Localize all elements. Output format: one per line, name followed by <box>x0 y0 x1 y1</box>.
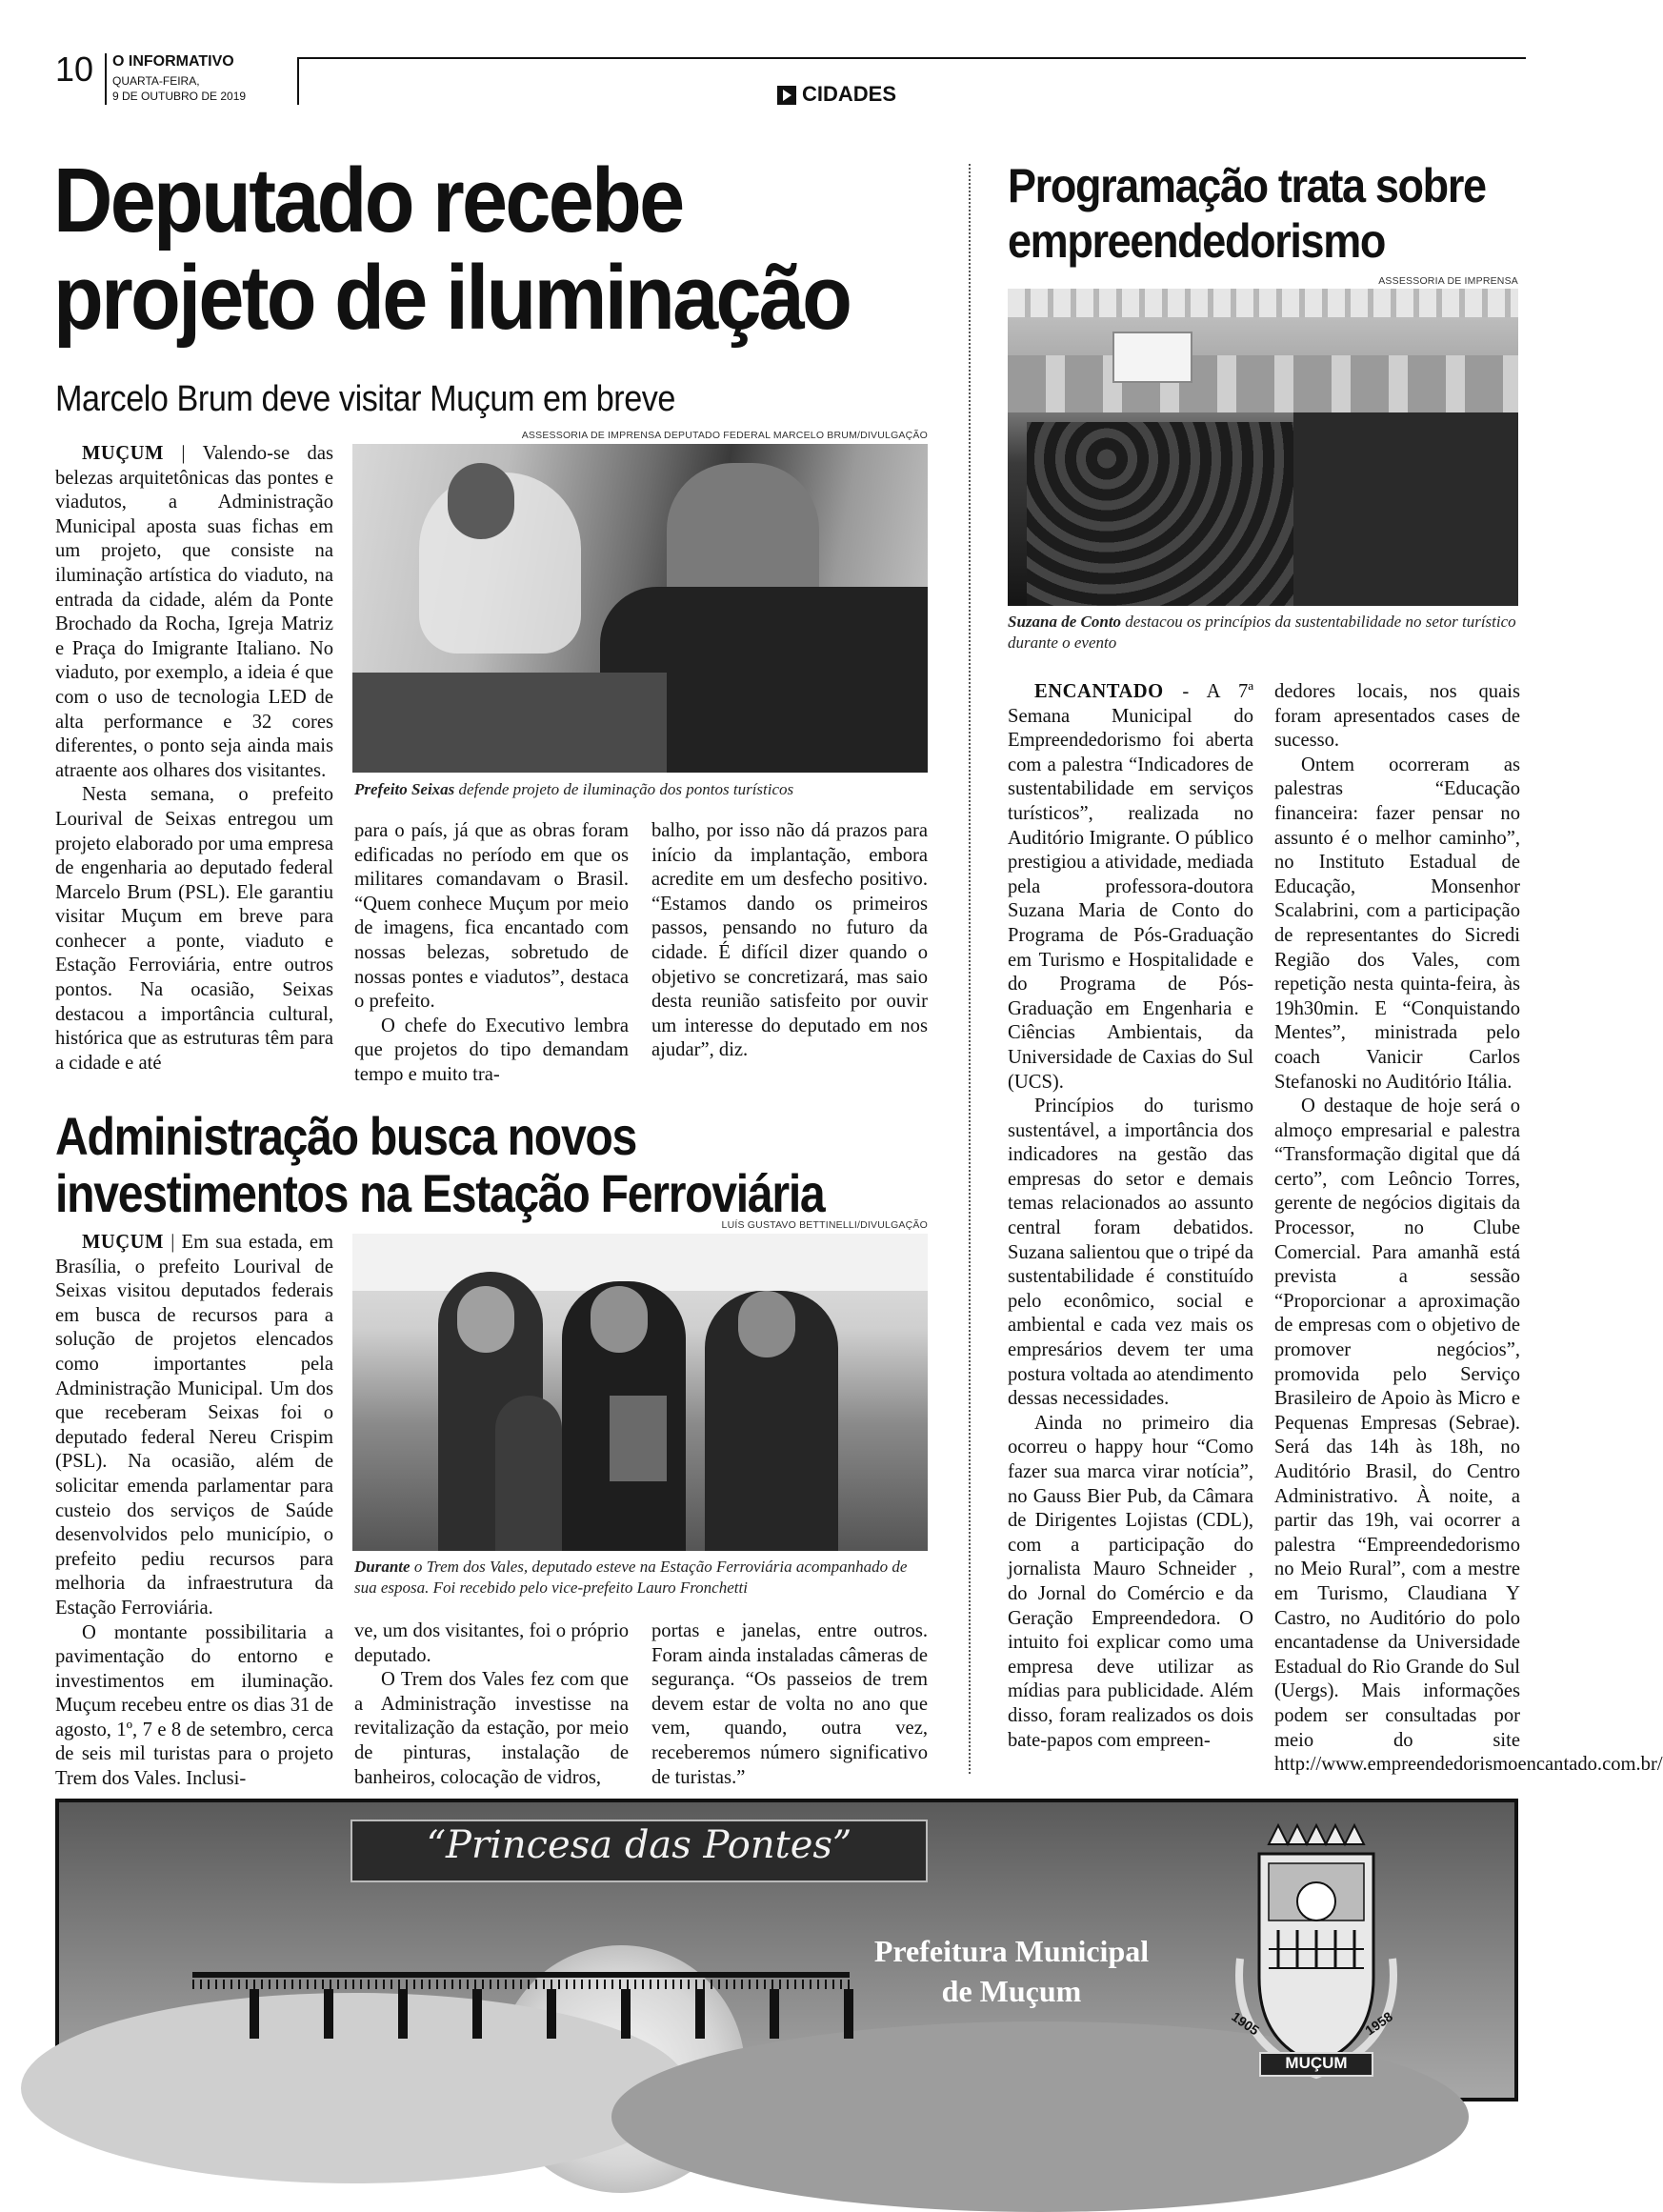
article3-title-line1: Programação trata sobre <box>1008 159 1486 212</box>
article3-col2-p3: O destaque de hoje será o almoço empresarial e palestra “Transformação digital que dá certo”, com Leôncio Torres, gerente de negócios digitais da Processor, no Clube Comercial. Para amanhã está prevista a sessão “Proporcionar a aproximação de empresas com o objetivo de promover negócios”, promovida pelo Serviço Brasileiro de Apoio às Micro e Pequenas Empresas (Sebrae). Será das 14h às 18h, no Auditório Brasil, do Centro Administrativo. À noite, a partir das 19h, vai ocorrer a palestra “Empreendedorismo no Meio Rural”, com a mestre em Turismo, Claudiana Y Castro, no Auditório do polo encantadense da Universidade Estadual do Rio Grande do Sul (Uergs). Mais informações podem ser consultadas por meio do site http://www.empreendedorismoencantado.com.br/ <box>1274 1096 1663 1776</box>
article3-caption-bold: Suzana de Conto <box>1008 613 1122 631</box>
article3-caption <box>1008 612 1518 654</box>
header-date: 9 DE OUTUBRO DE 2019 <box>112 90 247 103</box>
seal-name: MUÇUM <box>1285 2054 1348 2072</box>
article2-col2-p1: ve, um dos visitantes, foi o próprio deputado. <box>354 1620 629 1666</box>
article1-caption-text: defende projeto de iluminação dos pontos turísticos <box>454 780 794 798</box>
seal-emblem-icon <box>1231 1825 1402 2082</box>
header-rule-tick <box>297 57 299 105</box>
article2-col1-p2: O montante possibilitaria a pavimentação do entorno e investimentos em iluminação. Muçum recebeu entre os dias 31 de agosto, 1º, 7 e 8 de setembro, cerca de seis mil turistas para o projeto Trem dos Vales. Inclusi- <box>55 1621 333 1790</box>
section-label: CIDADES <box>802 82 897 106</box>
header-top-rule <box>297 57 1526 59</box>
header-divider <box>105 53 107 105</box>
article2-col3 <box>651 1619 928 1790</box>
article1-title <box>53 152 859 347</box>
article3-caption-text: destacou os princípios da sustentabilidade no setor turístico durante o evento <box>1008 613 1516 652</box>
section-arrow-icon <box>777 86 796 105</box>
article2-photo-credit: LUÍS GUSTAVO BETTINELLI/DIVULGAÇÃO <box>721 1219 928 1231</box>
article2-title <box>55 1108 842 1222</box>
article3-photo-credit: ASSESSORIA DE IMPRENSA <box>1378 275 1518 287</box>
article2-caption-bold: Durante <box>354 1558 411 1576</box>
article1-photo-credit: ASSESSORIA DE IMPRENSA DEPUTADO FEDERAL MARCELO BRUM/DIVULGAÇÃO <box>521 430 928 441</box>
article2-col1-p1: Em sua estada, em Brasília, o prefeito Lourival de Seixas visitou deputados federais em busca de recursos para a solução de projetos elencados como importantes pela Administração Municipal. Um dos que receberam Seixas foi o deputado federal Nereu Crispim (PSL). Na ocasião, além de solicitar emenda parlamentar para custeio dos serviços de Saúde desenvolvidos pelo município, o prefeito pediu recursos para melhoria da infraestrutura da Estação Ferroviária. <box>55 1232 333 1619</box>
article1-col1-p2: Nesta semana, o prefeito Lourival de Seixas entregou um projeto elaborado por uma empresa de engenharia ao deputado federal Marcelo Brum (PSL). Ele garantiu visitar Muçum em breve para conhecer a ponte, viaduto e Estação Ferroviária, entre outros pontos. Na ocasião, Seixas destacou a importância cultural, histórica que as estruturas têm para a cidade e até <box>55 784 333 1074</box>
ad-slogan: “Princesa das Pontes” <box>426 1823 852 1867</box>
ad-bridge <box>192 1972 850 2039</box>
article2-col2-p2: O Trem dos Vales fez com que a Administração investisse na revitalização da estação, por meio de pinturas, instalação de banheiros, colocação de vidros, <box>354 1669 629 1788</box>
article2-col2 <box>354 1619 629 1790</box>
article3-col1-p1: - A 7ª Semana Municipal do Empreendedorismo foi aberta com a palestra “Indicadores de sustentabilidade em serviços turísticos”, realizada no Auditório Imigrante. O público prestigiou a atividade, mediada pela professora-doutora Suzana Maria de Conto do Programa de Pós-Graduação em Turismo e Hospitalidade e do Programa de Pós-Graduação em Engenharia e Ciências Ambientais, da Universidade de Caxias do Sul (UCS). <box>1008 681 1253 1093</box>
ad-org-line2: de Muçum <box>941 1974 1082 2008</box>
article1-caption <box>354 779 930 800</box>
article2-col3-p1: portas e janelas, entre outros. Foram ainda instaladas câmeras de segurança. “Os passeios de trem devem estar de volta no ano que vem, quando, outra vez, receberemos número significativo de turistas.” <box>651 1620 928 1788</box>
header-weekday: QUARTA-FEIRA, <box>112 74 200 88</box>
article3-title <box>1008 158 1488 269</box>
ad-seal <box>1231 1825 1402 2082</box>
article2-photo <box>352 1234 928 1551</box>
article1-col2 <box>354 819 629 1088</box>
article3-col2-p1: dedores locais, nos quais foram apresentados cases de sucesso. <box>1274 681 1520 752</box>
article1-title-line1: Deputado recebe <box>53 150 683 251</box>
article1-title-line2: projeto de iluminação <box>53 247 851 349</box>
ad-org-line1: Prefeitura Municipal <box>873 1934 1150 1968</box>
article1-lead: MUÇUM <box>82 443 164 464</box>
article3-col2-p2: Ontem ocorreram as palestras “Educação financeira: fazer pensar no assunto é o melhor caminho”, no Instituto Estadual de Educação, Monsenhor Scalabrini, com a participação de representantes do Sicredi Região dos Vales, com repetição nesta quinta-feira, às 19h30min. E “Conquistando Mentes”, ministrada pelo coach Vanicir Carlos Stefanoski no Auditório Itália. <box>1274 754 1520 1093</box>
article2-col1: MUÇUM | Em sua estada, em Brasília, o prefeito Lourival de Seixas visitou deputados federais em busca de recursos para a solução de projetos elencados como importantes pela Administração Municipal. Um dos que receberam Seixas foi o deputado federal Nereu Crispim (PSL). Na ocasião, além de solicitar emenda parlamentar para custeio dos serviços de Saúde desenvolvidos pelo município, o prefeito pediu recursos para melhoria da infraestrutura da Estação Ferroviária. O montante possibilitaria a pavimentação do entorno e investimentos em iluminação. Muçum recebeu entre os dias 31 de agosto, 1º, 7 e 8 de setembro, cerca de seis mil turistas para o projeto Trem dos Vales. Inclusi- <box>55 1231 333 1792</box>
article1-col1-p1: Valendo-se das belezas arquitetônicas das pontes e viadutos, a Administração Municipal aposta suas fichas em um projeto, que consiste na iluminação artística do viaduto, na entrada da cidade, além da Ponte Brochado da Rocha, Igreja Matriz e Praça do Imigrante Italiano. No viaduto, por exemplo, a ideia é que com o uso de tecnologia LED de alta performance e 32 cores diferentes, o ponto seja ainda mais atraente aos olhares dos visitantes. <box>55 443 333 781</box>
article2-caption-text: o Trem dos Vales, deputado esteve na Estação Ferroviária acompanhado de sua esposa. Foi recebido pelo vice-prefeito Lauro Fronchetti <box>354 1558 908 1597</box>
article1-subtitle: Marcelo Brum deve visitar Muçum em breve <box>55 379 676 419</box>
article3-col2 <box>1274 680 1663 1778</box>
article3-col1-p3: Ainda no primeiro dia ocorreu o happy hour “Como fazer sua marca virar notícia”, no Gauss Bier Pub, da Câmara de Dirigentes Lojistas (CDL), com a participação do jornalista Mauro Schneider , do Jornal do Comércio e da Geração Empreendedora. O intuito foi explicar como uma empresa deve utilizar as mídias para publicidade. Além disso, foram realizados os dois bate-papos com empreen- <box>1008 1412 1253 1751</box>
article1-col3-p1: balho, por isso não dá prazos para início da implantação, embora acredite em um desfecho positivo. “Estamos dando os primeiros passos, pensando no futuro da cidade. É difícil dizer quando o objetivo se concretizará, mas saio desta reunião satisfeito por ouvir um interesse do deputado em nos ajudar”, diz. <box>651 820 928 1061</box>
article3-lead: ENCANTADO <box>1034 681 1164 702</box>
paper-name: O INFORMATIVO <box>112 53 234 70</box>
article1-caption-bold: Prefeito Seixas <box>354 780 455 798</box>
seal-year-right: 1958 <box>1362 2008 1395 2039</box>
article3-col1-p2: Princípios do turismo sustentável, a importância dos indicadores na gestão das empresas do setor e demais temas relacionados ao assunto central foram debatidos. Suzana salientou que o tripé da sustentabilidade é constituído pelo econômico, social e ambiental e cada vez mais os empresários devem ter uma postura voltada ao atendimento dessas necessidades. <box>1008 1096 1253 1410</box>
article2-lead: MUÇUM <box>82 1232 164 1253</box>
article3-title-line2: empreendedorismo <box>1008 214 1386 268</box>
column-divider <box>969 164 971 1774</box>
article1-photo <box>352 444 928 773</box>
article1-col2-p1: para o país, já que as obras foram edificadas no período em que os militares comandavam o Brasil. “Quem conhece Muçum por meio de imagens, fica encantado com nossas belezas, sobretudo de nossas pontes e viadutos”, destaca o prefeito. <box>354 820 629 1013</box>
article3-col1 <box>1008 680 1253 1753</box>
article2-title-line1: Administração busca novos <box>55 1106 637 1166</box>
page-number: 10 <box>55 50 94 89</box>
article2-title-line2: investimentos na Estação Ferroviária <box>55 1163 825 1223</box>
article1-col3 <box>651 819 928 1063</box>
article1-col1: MUÇUM | Valendo-se das belezas arquitetônicas das pontes e viadutos, a Administração Municipal aposta suas fichas em um projeto, que consiste na iluminação artística do viaduto, na entrada da cidade, além da Ponte Brochado da Rocha, Igreja Matriz e Praça do Imigrante Italiano. No viaduto, por exemplo, a ideia é que com o uso de tecnologia LED de alta performance e 32 cores diferentes, o ponto seja ainda mais atraente aos olhares dos visitantes. Nesta semana, o prefeito Lourival de Seixas entregou um projeto elaborado por uma empresa de engenharia ao deputado federal Marcelo Brum (PSL). Ele garantiu visitar Muçum em breve para conhecer a ponte, viaduto e Estação Ferroviária, entre outros pontos. Na ocasião, Seixas destacou a importância cultural, histórica que as estruturas têm para a cidade e até <box>55 442 333 1076</box>
article2-caption <box>354 1557 930 1599</box>
article3-photo <box>1008 289 1518 606</box>
article1-col2-p2: O chefe do Executivo lembra que projetos do tipo demandam tempo e muito tra- <box>354 1015 629 1085</box>
seal-year-left: 1905 <box>1229 2008 1262 2039</box>
ad-banner <box>55 1799 1518 2101</box>
